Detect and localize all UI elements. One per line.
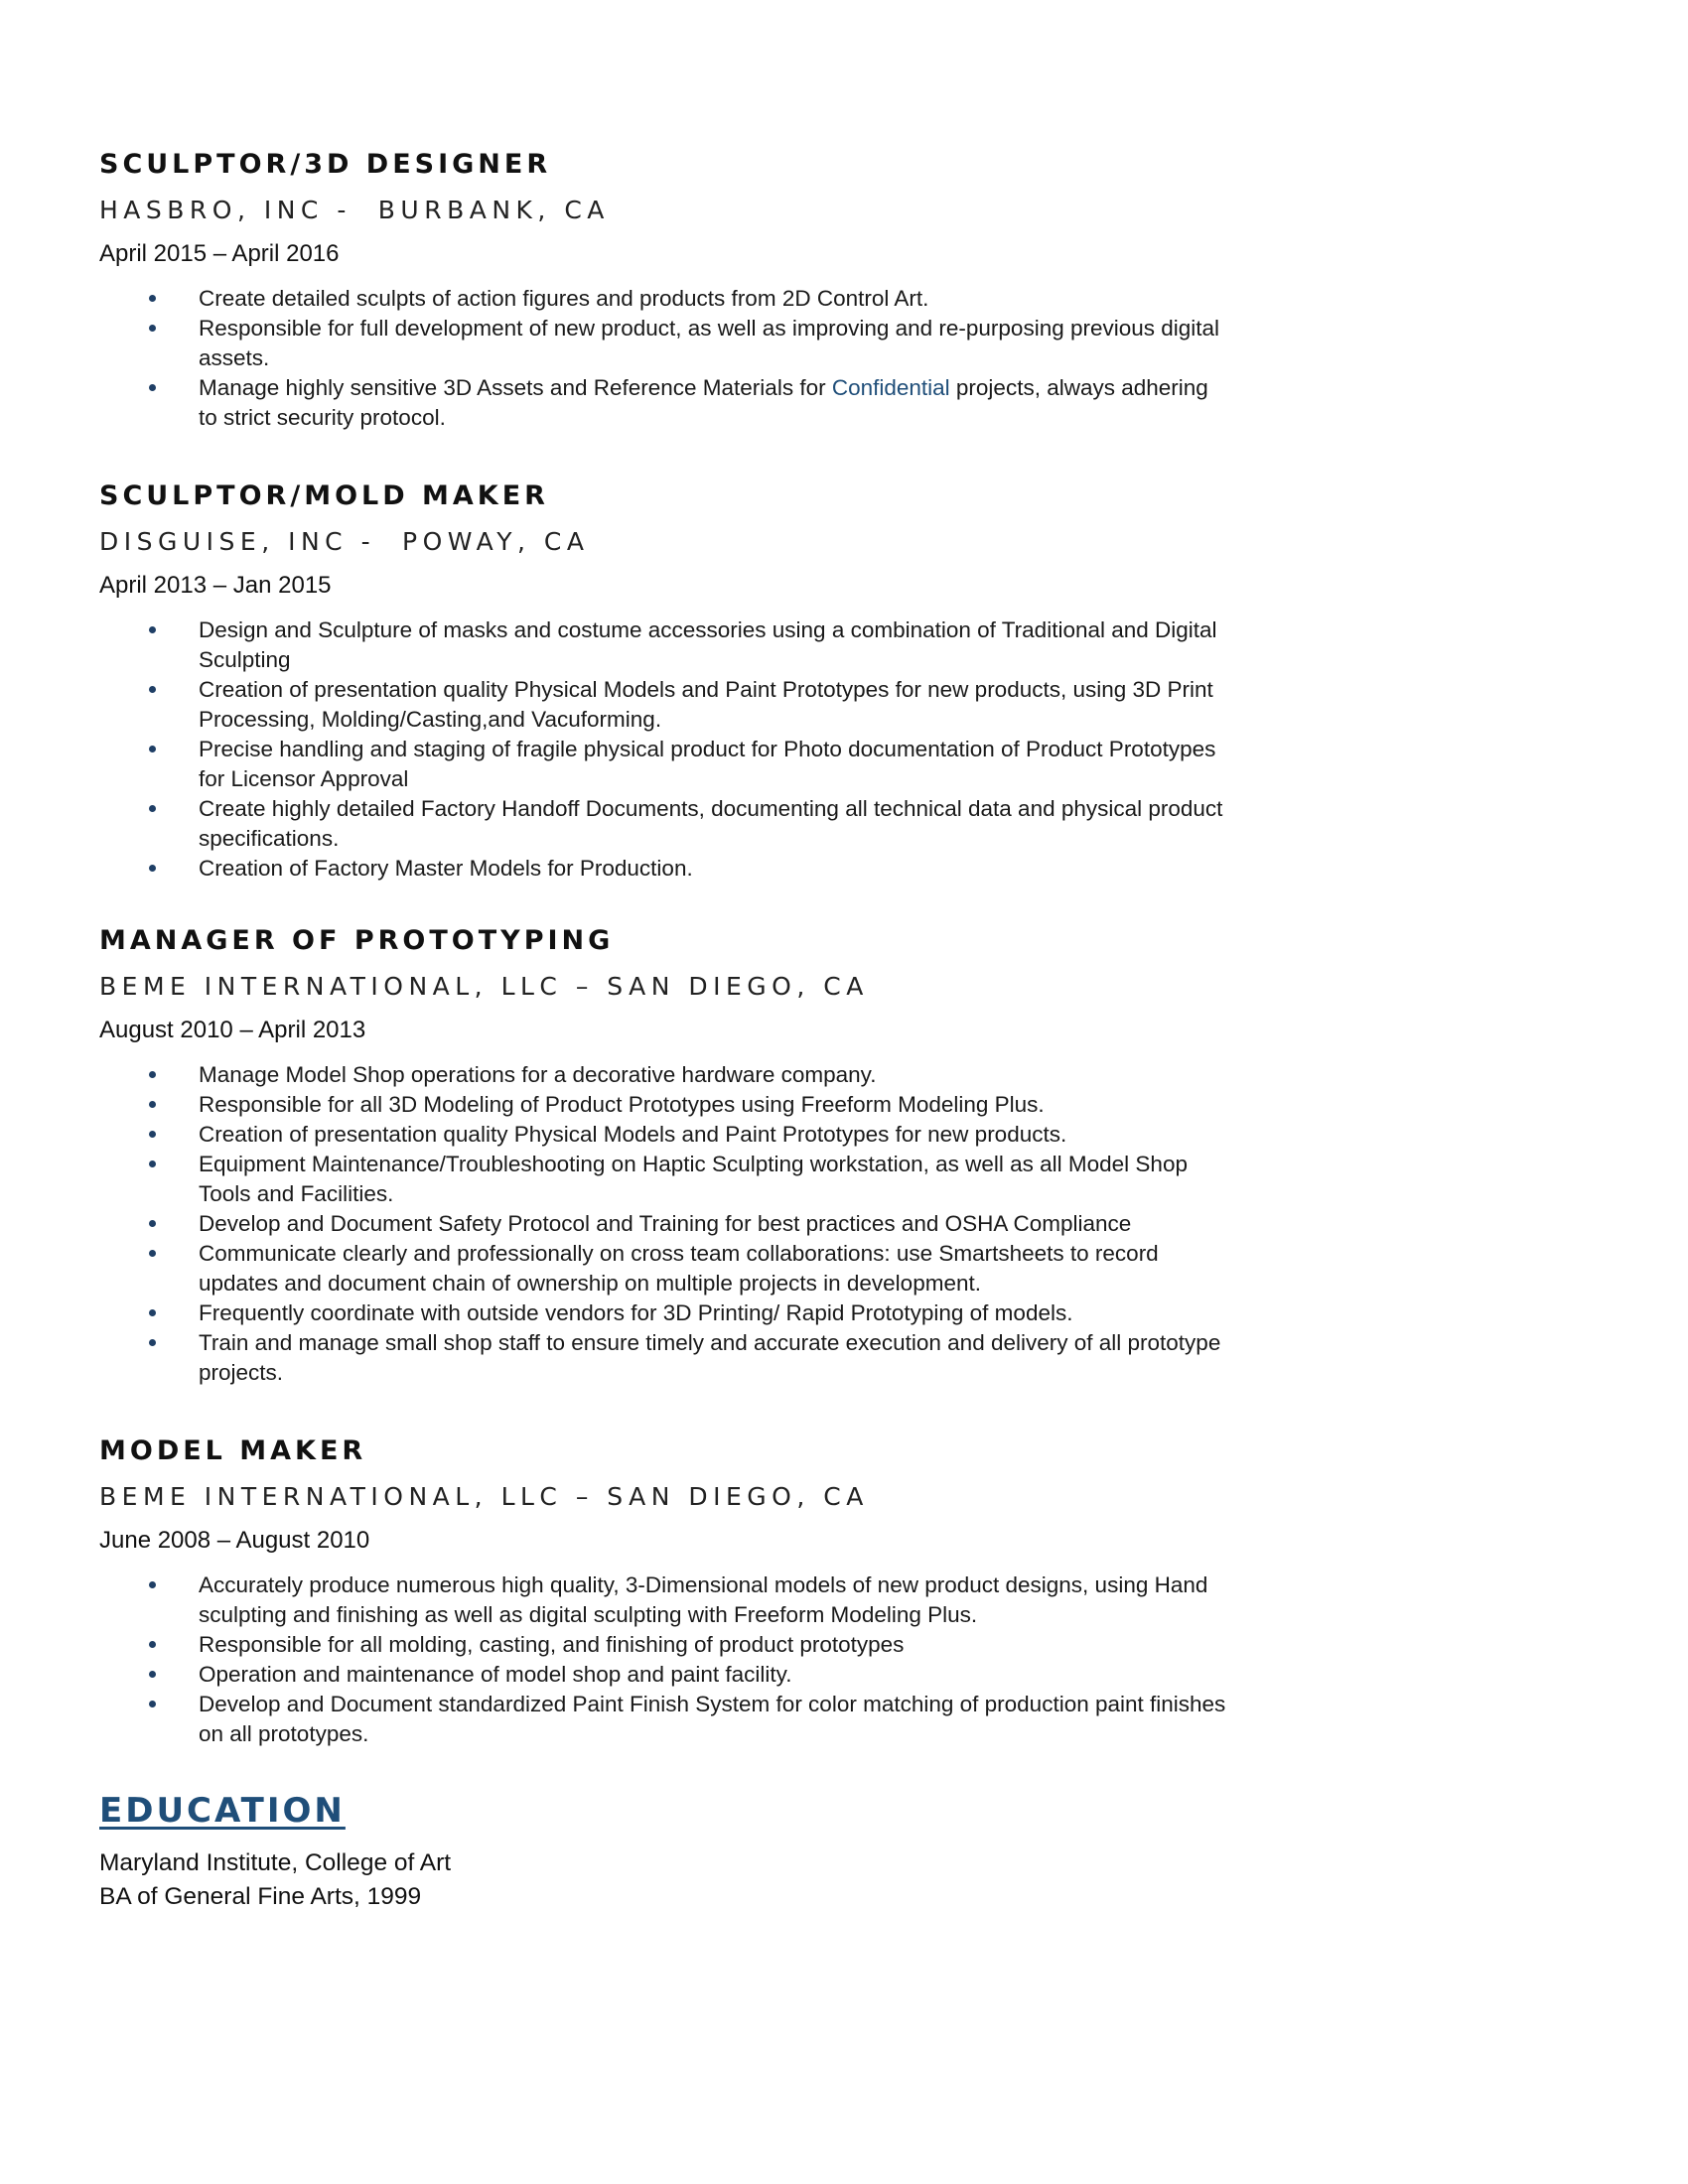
responsibilities-list (99, 284, 1220, 433)
bullet-item: Equipment Maintenance/Troubleshooting on Haptic Sculpting workstation, as well as all Model Shop Tools and Facilities. (99, 1150, 1231, 1209)
bullet-item: Creation of presentation quality Physical Models and Paint Prototypes for new products. (99, 1120, 1231, 1150)
job-title: MODEL MAKER (99, 1435, 367, 1466)
bullet-icon (149, 865, 156, 872)
job-entry-hasbro (99, 147, 1220, 433)
bullet-icon (149, 1250, 156, 1257)
bullet-icon (149, 1160, 156, 1167)
job-entry-disguise (99, 478, 1223, 884)
company-location: BEME INTERNATIONAL, LLC – SAN DIEGO, CA (99, 1482, 869, 1511)
bullet-item: Create highly detailed Factory Handoff Documents, documenting all technical data and physical product specifications. (99, 794, 1231, 854)
education-section (99, 1789, 1192, 1914)
bullet-item: Accurately produce numerous high quality, 3-Dimensional models of new product designs, using Hand sculpting and finishing as well as digital sculpting with Freeform Modeling Plus. (99, 1570, 1231, 1630)
school-name: Maryland Institute, College of Art (99, 1849, 452, 1876)
bullet-item: Responsible for full development of new product, as well as improving and re-purposing previous digital assets. (99, 314, 1231, 373)
bullet-icon (149, 746, 156, 752)
resume-page (99, 147, 1226, 1914)
bullet-icon (149, 626, 156, 633)
bullet-item: Creation of Factory Master Models for Production. (99, 854, 1231, 884)
bullet-icon (149, 384, 156, 391)
bullet-icon (149, 1671, 156, 1678)
bullet-icon (149, 1220, 156, 1227)
job-entry-beme-manager (99, 923, 1221, 1388)
bullet-item: Develop and Document standardized Paint Finish System for color matching of production paint finishes on all prototypes. (99, 1690, 1231, 1749)
highlighted-word: Confidential (831, 375, 950, 400)
employment-dates: August 2010 – April 2013 (99, 1017, 366, 1043)
bullet-item: Frequently coordinate with outside vendors for 3D Printing/ Rapid Prototyping of models. (99, 1298, 1231, 1328)
job-title: MANAGER OF PROTOTYPING (99, 925, 615, 956)
bullet-icon (149, 1581, 156, 1588)
bullet-icon (149, 1101, 156, 1108)
bullet-icon (149, 1641, 156, 1648)
bullet-icon (149, 1339, 156, 1346)
employment-dates: April 2013 – Jan 2015 (99, 572, 332, 599)
bullet-item: Communicate clearly and professionally on cross team collaborations: use Smartsheets to record updates and document chain of ownership on multiple projects in development. (99, 1239, 1231, 1298)
job-title: SCULPTOR/MOLD MAKER (99, 480, 549, 511)
bullet-icon (149, 686, 156, 693)
bullet-icon (149, 325, 156, 332)
employment-dates: April 2015 – April 2016 (99, 240, 340, 267)
bullet-item: Responsible for all molding, casting, and finishing of product prototypes (99, 1630, 1231, 1660)
bullet-icon (149, 805, 156, 812)
bullet-item: Operation and maintenance of model shop and paint facility. (99, 1660, 1231, 1690)
bullet-icon (149, 1131, 156, 1138)
job-title: SCULPTOR/3D DESIGNER (99, 149, 552, 180)
bullet-item: Responsible for all 3D Modeling of Product Prototypes using Freeform Modeling Plus. (99, 1090, 1231, 1120)
responsibilities-list (99, 1060, 1221, 1388)
bullet-item: Creation of presentation quality Physical Models and Paint Prototypes for new products, using 3D Print Processing, Molding/Casting,and Vacuforming. (99, 675, 1231, 735)
bullet-icon (149, 1071, 156, 1078)
education-heading: EDUCATION (99, 1791, 346, 1831)
bullet-icon (149, 1309, 156, 1316)
degree: BA of General Fine Arts, 1999 (99, 1883, 422, 1910)
bullet-item (99, 373, 1231, 433)
bullet-item: Develop and Document Safety Protocol and Training for best practices and OSHA Compliance (99, 1209, 1231, 1239)
bullet-icon (149, 1701, 156, 1707)
bullet-item: Train and manage small shop staff to ensure timely and accurate execution and delivery of all prototype projects. (99, 1328, 1231, 1388)
bullet-confidential: Manage highly sensitive 3D Assets and Reference Materials for Confidential projects, always adhering to strict security protocol. (199, 375, 1208, 430)
bullet-item: Design and Sculpture of masks and costume accessories using a combination of Traditional and Digital Sculpting (99, 615, 1231, 675)
bullet-item: Precise handling and staging of fragile physical product for Photo documentation of Product Prototypes for Licensor Approval (99, 735, 1231, 794)
job-entry-beme-modelmaker (99, 1433, 1226, 1749)
company-location: BEME INTERNATIONAL, LLC – SAN DIEGO, CA (99, 972, 869, 1001)
employment-dates: June 2008 – August 2010 (99, 1527, 370, 1554)
responsibilities-list (99, 1570, 1226, 1749)
bullet-item: Create detailed sculpts of action figures and products from 2D Control Art. (99, 284, 1231, 314)
company-location: DISGUISE, INC - POWAY, CA (99, 527, 590, 556)
bullet-icon (149, 295, 156, 302)
responsibilities-list (99, 615, 1223, 884)
company-location: HASBRO, INC - BURBANK, CA (99, 196, 610, 224)
bullet-item: Manage Model Shop operations for a decorative hardware company. (99, 1060, 1231, 1090)
